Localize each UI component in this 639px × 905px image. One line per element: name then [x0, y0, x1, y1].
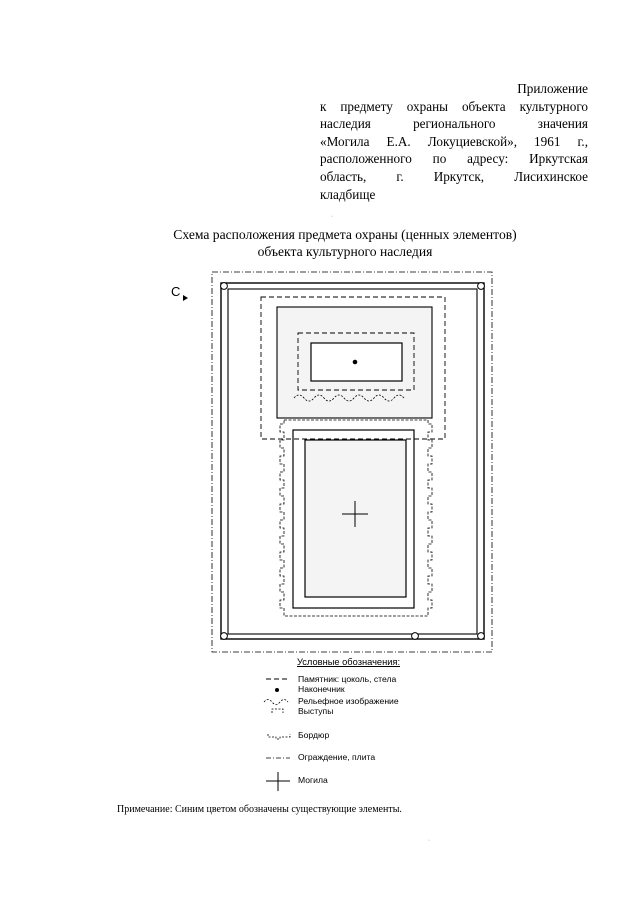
appendix-title: Приложение [517, 81, 588, 96]
scan-speck: · [331, 214, 333, 220]
scan-speck-bottom: · [428, 838, 430, 844]
legend-item-monument: Памятник: цоколь, стела [298, 674, 397, 684]
corner-post-bottom-left [221, 633, 228, 640]
scheme-title-line-1: Схема расположения предмета охраны (ценных элементов) [173, 227, 517, 242]
legend-symbol-finial [275, 688, 279, 692]
appendix-line-5: область, г. Иркутск, Лисихинское [320, 168, 588, 184]
legend-item-finial: Наконечник [298, 684, 345, 694]
scheme-title-line-2: объекта культурного наследия [257, 244, 433, 259]
legend-symbol-curb [268, 734, 290, 739]
legend-symbol-relief [264, 700, 288, 705]
corner-post-top-left [221, 283, 228, 290]
corner-post-bottom-right [478, 633, 485, 640]
legend-item-relief: Рельефное изображение [298, 696, 399, 706]
note: Примечание: Синим цветом обозначены существующие элементы. [117, 804, 402, 815]
legend-item-protrusions: Выступы [298, 706, 334, 716]
north-arrow-icon [183, 295, 188, 301]
legend-item-grave: Могила [298, 775, 328, 785]
north-label: С [171, 284, 181, 299]
appendix-line-4: расположенного по адресу: Иркутская [320, 151, 588, 167]
appendix-line-2: наследия регионального значения [320, 116, 588, 132]
corner-post-top-right [478, 283, 485, 290]
legend-title: Условные обозначения: [297, 657, 401, 667]
appendix-line-6: кладбище [320, 186, 376, 202]
legend-symbol-protrusion [272, 709, 283, 713]
finial-dot [353, 360, 358, 365]
post-bottom-middle [412, 633, 419, 640]
appendix-line-1: к предмету охраны объекта культурного [320, 98, 588, 114]
appendix-line-3: «Могила Е.А. Локуциевской», 1961 г., [320, 133, 588, 149]
legend-item-curb: Бордюр [298, 730, 330, 740]
legend-item-fence: Ограждение, плита [298, 752, 376, 762]
